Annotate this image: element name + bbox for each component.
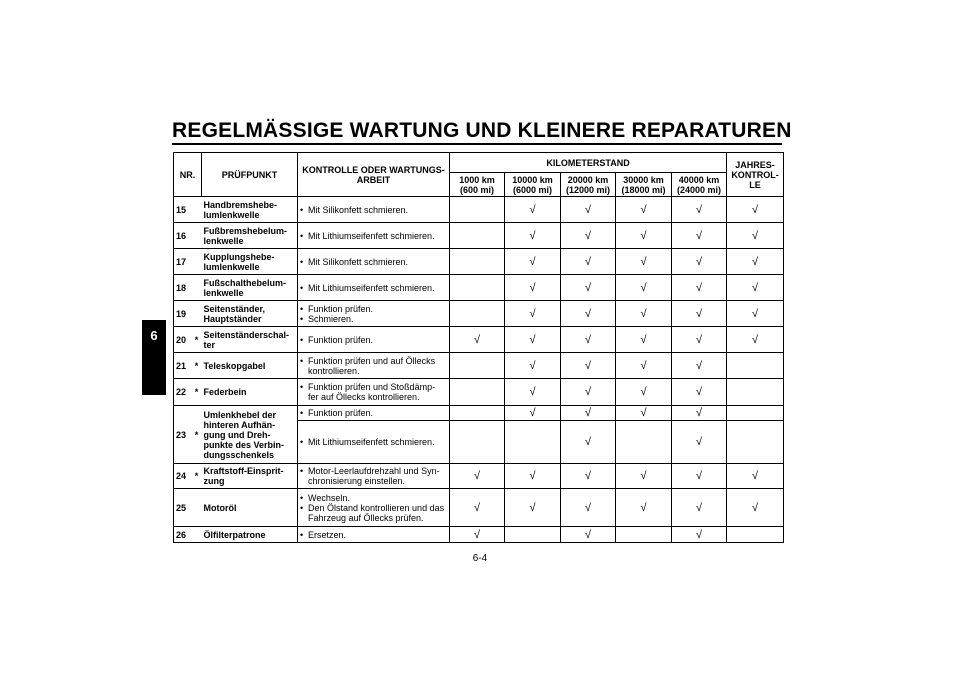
row-asterisk: * — [192, 327, 202, 353]
check-cell — [727, 353, 784, 379]
row-item: Ölfilterpatrone — [202, 527, 298, 543]
check-cell: √ — [505, 464, 561, 489]
page-title: REGELMÄSSIGE WARTUNG UND KLEINERE REPARATUREN — [172, 119, 792, 142]
check-cell: √ — [616, 327, 672, 353]
row-action — [298, 406, 450, 421]
action-item: • Wechseln. — [300, 493, 447, 503]
chapter-tab[interactable]: 6 — [142, 320, 166, 395]
row-asterisk: * — [192, 353, 202, 379]
check-cell — [727, 421, 784, 464]
table-row — [174, 327, 784, 353]
header-km-label: 30000 km (18000 mi) — [621, 174, 666, 195]
table-row — [174, 464, 784, 489]
check-cell: √ — [561, 406, 616, 421]
check-cell: √ — [672, 464, 727, 489]
check-cell: √ — [727, 197, 784, 223]
row-number: 15 — [174, 197, 192, 223]
row-number: 20 — [174, 327, 192, 353]
action-list — [300, 283, 447, 293]
row-item: Teleskopgabel — [202, 353, 298, 379]
check-cell: √ — [505, 379, 561, 406]
check-cell — [450, 421, 505, 464]
header-km-label: 20000 km (12000 mi) — [565, 174, 611, 195]
check-cell: √ — [616, 275, 672, 301]
check-cell: √ — [727, 249, 784, 275]
row-number: 26 — [174, 527, 192, 543]
check-cell: √ — [727, 489, 784, 527]
check-cell: √ — [672, 301, 727, 327]
check-cell: √ — [561, 421, 616, 464]
check-cell: √ — [505, 197, 561, 223]
row-action — [298, 327, 450, 353]
header-action — [298, 153, 450, 197]
check-cell — [450, 379, 505, 406]
row-asterisk — [192, 275, 202, 301]
row-number: 19 — [174, 301, 192, 327]
row-asterisk — [192, 223, 202, 249]
check-cell — [616, 421, 672, 464]
table-row — [174, 527, 784, 543]
row-action — [298, 275, 450, 301]
check-cell: √ — [561, 353, 616, 379]
check-cell — [450, 353, 505, 379]
page-number: 6-4 — [472, 553, 488, 564]
check-cell: √ — [561, 275, 616, 301]
action-item: • Funktion prüfen. — [300, 408, 447, 418]
check-cell — [505, 421, 561, 464]
header-action-label: KONTROLLE ODER WARTUNGS- ARBEIT — [302, 164, 445, 185]
header-km-group: KILOMETERSTAND — [450, 153, 727, 173]
check-cell — [727, 527, 784, 543]
check-cell: √ — [561, 489, 616, 527]
row-item: Kraftstoff-Einsprit- zung — [202, 464, 298, 489]
check-cell: √ — [672, 379, 727, 406]
check-cell: √ — [672, 197, 727, 223]
check-cell: √ — [505, 406, 561, 421]
check-cell: √ — [561, 327, 616, 353]
action-item: • Motor-Leerlaufdrehzahl und Syn- chronisierung einstellen. — [300, 466, 447, 486]
row-action — [298, 223, 450, 249]
action-list — [300, 530, 447, 540]
row-number: 22 — [174, 379, 192, 406]
action-item: • Mit Silikonfett schmieren. — [300, 205, 447, 215]
row-action — [298, 197, 450, 223]
action-item: • Mit Lithiumseifenfett schmieren. — [300, 283, 447, 293]
check-cell: √ — [616, 197, 672, 223]
table-row — [174, 379, 784, 406]
action-list — [300, 382, 447, 402]
action-item: • Funktion prüfen und Stoßdämp- fer auf Öllecks kontrollieren. — [300, 382, 447, 402]
check-cell: √ — [561, 249, 616, 275]
header-km-10000 — [505, 173, 561, 197]
table-row — [174, 275, 784, 301]
header-km-label: 40000 km (24000 mi) — [677, 174, 722, 195]
action-item: • Mit Lithiumseifenfett schmieren. — [300, 231, 447, 241]
action-list — [300, 408, 447, 418]
check-cell: √ — [561, 527, 616, 543]
row-action — [298, 421, 450, 464]
check-cell: √ — [727, 275, 784, 301]
action-item: • Funktion prüfen. — [300, 335, 447, 345]
check-cell: √ — [561, 301, 616, 327]
check-cell: √ — [616, 379, 672, 406]
check-cell: √ — [727, 301, 784, 327]
row-number: 24 — [174, 464, 192, 489]
table-row — [174, 406, 784, 421]
check-cell: √ — [672, 353, 727, 379]
action-list — [300, 231, 447, 241]
check-cell: √ — [561, 464, 616, 489]
action-item: • Mit Lithiumseifenfett schmieren. — [300, 437, 447, 447]
check-cell: √ — [616, 464, 672, 489]
check-cell: √ — [672, 406, 727, 421]
check-cell: √ — [505, 249, 561, 275]
check-cell: √ — [505, 301, 561, 327]
action-list — [300, 437, 447, 447]
check-cell: √ — [672, 327, 727, 353]
row-action — [298, 301, 450, 327]
action-list — [300, 257, 447, 267]
check-cell — [505, 527, 561, 543]
row-asterisk — [192, 527, 202, 543]
row-number: 16 — [174, 223, 192, 249]
action-item: • Funktion prüfen und auf Öllecks kontrollieren. — [300, 356, 447, 376]
check-cell: √ — [450, 489, 505, 527]
action-item: • Schmieren. — [300, 314, 447, 324]
action-list — [300, 205, 447, 215]
action-item: • Mit Silikonfett schmieren. — [300, 257, 447, 267]
check-cell — [727, 406, 784, 421]
title-rule — [172, 143, 782, 145]
check-cell: √ — [505, 275, 561, 301]
row-action — [298, 249, 450, 275]
check-cell: √ — [616, 301, 672, 327]
header-item-label: PRÜFPUNKT — [221, 169, 278, 180]
action-item: • Funktion prüfen. — [300, 304, 447, 314]
action-list — [300, 304, 447, 324]
row-action — [298, 489, 450, 527]
check-cell: √ — [727, 223, 784, 249]
check-cell: √ — [616, 406, 672, 421]
row-asterisk — [192, 301, 202, 327]
check-cell: √ — [727, 464, 784, 489]
row-action — [298, 464, 450, 489]
row-item: Kupplungshebe- lumlenkwelle — [202, 249, 298, 275]
check-cell: √ — [505, 327, 561, 353]
check-cell — [450, 223, 505, 249]
check-cell: √ — [561, 379, 616, 406]
row-item: Fußbremshebelum- lenkwelle — [202, 223, 298, 249]
row-action — [298, 353, 450, 379]
check-cell: √ — [672, 275, 727, 301]
table-row — [174, 489, 784, 527]
row-item: Handbremshebe- lumlenkwelle — [202, 197, 298, 223]
row-asterisk: * — [192, 379, 202, 406]
row-asterisk — [192, 489, 202, 527]
row-item: Federbein — [202, 379, 298, 406]
header-item — [202, 153, 298, 197]
check-cell — [450, 249, 505, 275]
check-cell: √ — [616, 249, 672, 275]
check-cell: √ — [505, 353, 561, 379]
check-cell: √ — [616, 223, 672, 249]
check-cell — [616, 527, 672, 543]
check-cell — [450, 197, 505, 223]
header-km-40000 — [672, 173, 727, 197]
row-item: Seitenständer, Hauptständer — [202, 301, 298, 327]
row-item: Seitenständerschal- ter — [202, 327, 298, 353]
check-cell: √ — [672, 489, 727, 527]
row-number: 17 — [174, 249, 192, 275]
action-list — [300, 335, 447, 345]
action-list — [300, 356, 447, 376]
check-cell: √ — [561, 223, 616, 249]
header-km-label: 10000 km (6000 mi) — [512, 174, 553, 195]
check-cell: √ — [450, 464, 505, 489]
table-row — [174, 301, 784, 327]
check-cell: √ — [450, 527, 505, 543]
check-cell: √ — [727, 327, 784, 353]
row-number: 21 — [174, 353, 192, 379]
row-asterisk: * — [192, 464, 202, 489]
table-row — [174, 353, 784, 379]
maintenance-table — [173, 152, 784, 543]
table-row — [174, 197, 784, 223]
header-km-20000 — [561, 173, 616, 197]
row-action — [298, 379, 450, 406]
header-nr: NR. — [174, 153, 202, 197]
action-list — [300, 466, 447, 486]
row-number: 23 — [174, 406, 192, 464]
table-row — [174, 223, 784, 249]
check-cell: √ — [672, 249, 727, 275]
header-km-30000 — [616, 173, 672, 197]
check-cell: √ — [672, 527, 727, 543]
check-cell — [450, 275, 505, 301]
check-cell — [450, 301, 505, 327]
maintenance-rows — [174, 197, 784, 543]
check-cell: √ — [616, 489, 672, 527]
check-cell: √ — [672, 421, 727, 464]
row-asterisk — [192, 249, 202, 275]
action-list — [300, 493, 447, 523]
action-item: • Den Ölstand kontrollieren und das Fahrzeug auf Öllecks prüfen. — [300, 503, 447, 523]
check-cell: √ — [450, 327, 505, 353]
row-asterisk — [192, 197, 202, 223]
row-asterisk: * — [192, 406, 202, 464]
check-cell: √ — [672, 223, 727, 249]
header-km-label: 1000 km (600 mi) — [459, 174, 495, 195]
row-item: Motoröl — [202, 489, 298, 527]
row-number: 25 — [174, 489, 192, 527]
row-item: Umlenkhebel der hinteren Aufhän- gung und Dreh- punkte des Verbin- dungsschenkels — [202, 406, 298, 464]
check-cell: √ — [561, 197, 616, 223]
action-item: • Ersetzen. — [300, 530, 447, 540]
row-number: 18 — [174, 275, 192, 301]
check-cell: √ — [505, 223, 561, 249]
header-km-1000 — [450, 173, 505, 197]
check-cell — [450, 406, 505, 421]
header-annual — [727, 153, 784, 197]
header-annual-label: JAHRES- KONTROL- LE — [731, 159, 779, 190]
row-action — [298, 527, 450, 543]
check-cell: √ — [616, 353, 672, 379]
check-cell: √ — [505, 489, 561, 527]
table-row — [174, 249, 784, 275]
check-cell — [727, 379, 784, 406]
row-item: Fußschalthebelum- lenkwelle — [202, 275, 298, 301]
